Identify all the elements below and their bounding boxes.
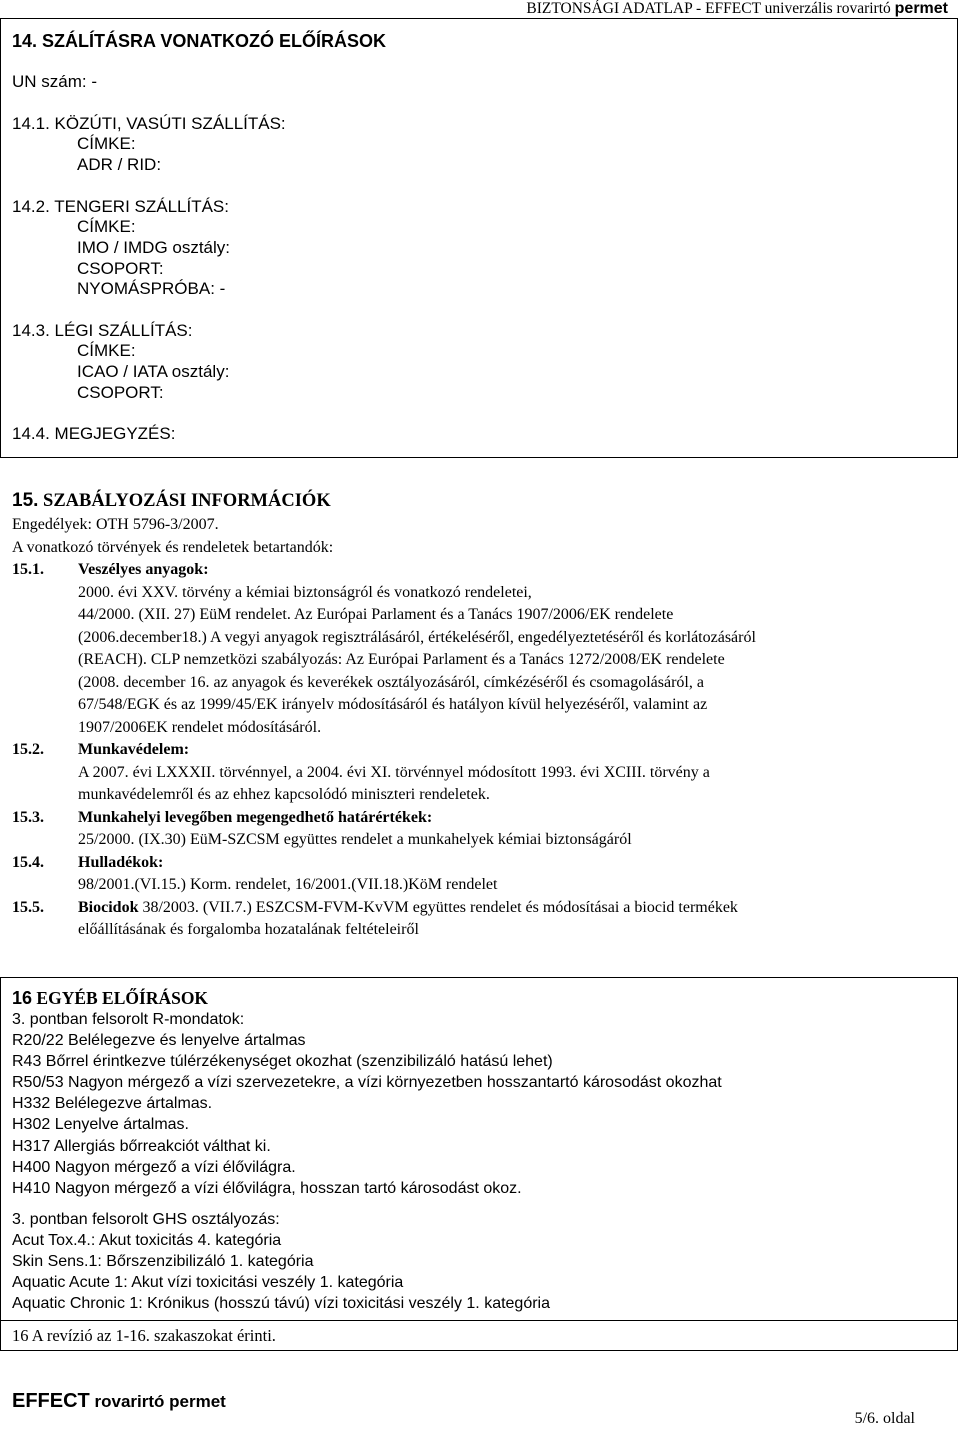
ghs-line: Aquatic Chronic 1: Krónikus (hosszú távú) vízi toxicitási veszély 1. kategória	[12, 1295, 551, 1313]
r-phrase-line: R50/53 Nagyon mérgező a vízi szervezetekre, a vízi környezetben hosszantartó károsodást okozhat	[12, 1074, 722, 1092]
section-15	[12, 488, 952, 942]
r-phrase-line: R20/22 Belélegezve és lenyelve ártalmas	[12, 1032, 306, 1050]
subsection-15-1-number: 15.1.	[12, 561, 44, 578]
h-phrase-line: H302 Lenyelve ártalmas.	[12, 1116, 189, 1134]
un-number: UN szám: -	[12, 72, 97, 92]
subsection-15-2	[12, 739, 952, 762]
subsection-15-1-line: 67/548/EGK és az 1999/45/EK irányelv módosításáról és hatályon kívül helyezéséről, valamint az	[78, 696, 708, 713]
ghs-heading: 3. pontban felsorolt GHS osztályozás:	[12, 1210, 280, 1228]
document-header	[526, 0, 948, 18]
subsection-15-5-number: 15.5.	[12, 898, 44, 916]
subsection-15-2-line: munkavédelemről és az ehhez kapcsolódó miniszteri rendeletek.	[78, 786, 490, 803]
sea-group: CSOPORT:	[77, 258, 164, 278]
subsection-15-1-line: (REACH). CLP nemzetközi szabályozás: Az Európai Parlament és a Tanács 1272/2008/EK rendelete	[78, 651, 725, 668]
header-brand: permet	[894, 0, 948, 17]
subsection-15-1-title: Veszélyes anyagok:	[78, 561, 209, 578]
header-title: BIZTONSÁGI ADATLAP - EFFECT univerzális rovarirtó	[526, 0, 891, 17]
permits-line: Engedélyek: OTH 5796-3/2007.	[12, 516, 219, 533]
subsection-15-1-line: (2008. december 16. az anyagok és keverékek osztályozásáról, címkézéséről és csomagolásáról, a	[78, 673, 704, 691]
ghs-line: Acut Tox.4.: Akut toxicitás 4. kategória	[12, 1231, 282, 1249]
road-rail-adr: ADR / RID:	[77, 155, 162, 175]
subsection-15-5-title: Biocidok	[78, 898, 139, 916]
air-label: CÍMKE:	[77, 341, 136, 361]
h-phrase-line: H317 Allergiás bőrreakciót válthat ki.	[12, 1137, 271, 1155]
section-16	[12, 987, 722, 1314]
section-14-title: 14. SZÁLÍTÁSRA VONATKOZÓ ELŐÍRÁSOK	[12, 31, 387, 51]
section-16-number: 16	[12, 988, 33, 1008]
section-16-divider	[1, 1320, 957, 1321]
footer-brand: EFFECT	[12, 1390, 90, 1412]
subsection-15-5-line: előállításának és forgalomba hozatalának feltételeiről	[78, 921, 419, 938]
page-number: 5/6. oldal	[854, 1410, 915, 1427]
sea-imo-class: IMO / IMDG osztály:	[77, 237, 231, 257]
air-group: CSOPORT:	[77, 382, 164, 402]
ghs-line: Skin Sens.1: Bőrszenzibilizáló 1. kategória	[12, 1253, 314, 1271]
r-phrases-heading: 3. pontban felsorolt R-mondatok:	[12, 1011, 245, 1028]
subsection-15-3-title: Munkahelyi levegőben megengedhető határértékek:	[78, 808, 433, 826]
section-14	[12, 31, 386, 445]
revision-note: 16 A revízió az 1-16. szakaszokat érinti.	[12, 1326, 276, 1345]
subsection-15-1-line: (2006.december18.) A vegyi anyagok regisztrálásáról, értékeléséről, engedélyeztetéséről és korlátozásáról	[78, 628, 756, 646]
footer-product	[12, 1390, 226, 1413]
section-16-title	[12, 987, 722, 1009]
subsection-15-2-line: A 2007. évi LXXXII. törvénnyel, a 2004. évi XI. törvénnyel módosított 1993. évi XCIII. törvény a	[78, 763, 710, 781]
ghs-line: Aquatic Acute 1: Akut vízi toxicitási veszély 1. kategória	[12, 1274, 404, 1292]
footer-product-name: rovarirtó permet	[89, 1392, 226, 1411]
h-phrase-line: H332 Belélegezve ártalmas.	[12, 1095, 213, 1113]
subsection-15-1-line: 44/2000. (XII. 27) EüM rendelet. Az Európai Parlament és a Tanács 1907/2006/EK rendelete	[78, 606, 674, 623]
laws-line: A vonatkozó törvények és rendeletek betartandók:	[12, 538, 334, 556]
subsection-15-5	[12, 897, 952, 920]
section-16-title-text: EGYÉB ELŐÍRÁSOK	[32, 988, 209, 1008]
subsection-15-4-title: Hulladékok:	[78, 853, 164, 871]
subsection-15-5-inline: 38/2003. (VII.7.) ESZCSM-FVM-KvVM együttes rendelet és módosításai a biocid termékek	[138, 898, 738, 916]
subsection-15-4-number: 15.4.	[12, 853, 44, 871]
sea-heading: 14.2. TENGERI SZÁLLÍTÁS:	[12, 196, 229, 216]
subsection-15-1	[12, 559, 952, 582]
subsection-15-4	[12, 852, 952, 875]
subsection-15-2-title: Munkavédelem:	[78, 741, 190, 758]
h-phrase-line: H410 Nagyon mérgező a vízi élővilágra, hosszan tartó károsodást okoz.	[12, 1179, 522, 1197]
subsection-15-3-line: 25/2000. (IX.30) EüM-SZCSM együttes rendelet a munkahelyek kémiai biztonságáról	[78, 831, 632, 848]
subsection-15-2-number: 15.2.	[12, 741, 44, 758]
subsection-15-1-line: 1907/2006EK rendelet módosításáról.	[78, 718, 322, 736]
r-phrase-line: R43 Bőrrel érintkezve túlérzékenységet okozhat (szenzibilizáló hatású lehet)	[12, 1053, 553, 1071]
sea-label: CÍMKE:	[77, 217, 136, 237]
road-rail-label: CÍMKE:	[77, 134, 136, 154]
air-iata-class: ICAO / IATA osztály:	[77, 362, 230, 381]
road-rail-heading: 14.1. KÖZÚTI, VASÚTI SZÁLLÍTÁS:	[12, 113, 286, 133]
section-15-number: 15.	[12, 490, 39, 511]
h-phrase-line: H400 Nagyon mérgező a vízi élővilágra.	[12, 1158, 296, 1176]
section-15-title-text: SZABÁLYOZÁSI INFORMÁCIÓK	[43, 491, 331, 511]
subsection-15-3	[12, 807, 952, 830]
sea-pressure-test: NYOMÁSPRÓBA: -	[77, 279, 226, 299]
subsection-15-4-line: 98/2001.(VI.15.) Korm. rendelet, 16/2001.(VII.18.)KöM rendelet	[78, 876, 498, 893]
air-heading: 14.3. LÉGI SZÁLLÍTÁS:	[12, 320, 193, 340]
subsection-15-1-line: 2000. évi XXV. törvény a kémiai biztonságról és vonatkozó rendeletei,	[78, 583, 532, 601]
subsection-15-3-number: 15.3.	[12, 808, 44, 826]
remarks-heading: 14.4. MEGJEGYZÉS:	[12, 424, 176, 444]
